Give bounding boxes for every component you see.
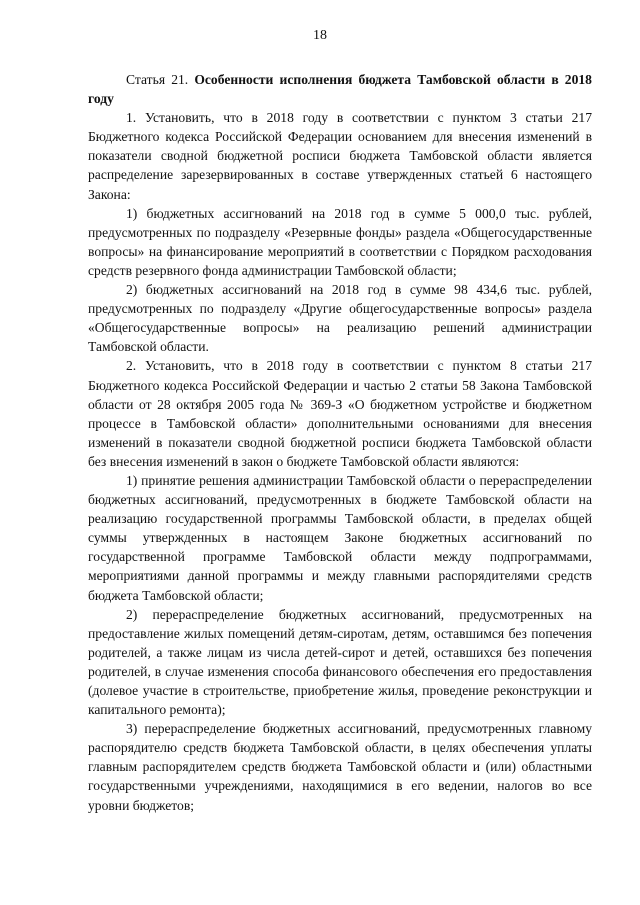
paragraph-1: 1. Установить, что в 2018 году в соответствии с пунктом 3 статьи 217 Бюджетного кодекса Российской Федерации основанием для внесения изменений в показатели сводной бюджетной росписи бюджета Тамбовской области является распределение зарезервированных в составе утвержденных статьей 6 настоящего Закона: [88,110,592,202]
paragraph-1-item-1: 1) бюджетных ассигнований на 2018 год в сумме 5 000,0 тыс. рублей, предусмотренных по подразделу «Резервные фонды» раздела «Общегосударственные вопросы» на финансирование мероприятий в соответствии с Порядком расходования средств резервного фонда администрации Тамбовской области; [88,205,592,278]
paragraph-2-item-3: 3) перераспределение бюджетных ассигнований, предусмотренных главному распорядителю средств бюджета Тамбовской области, в целях обеспечения уплаты главным распорядителем средств бюджета Тамбовской области и (или) областными государственными учреждениями, находящимися в его ведении, налогов во все уровни бюджетов; [88,721,592,813]
article-heading [88,70,592,108]
paragraph-2-item-1: 1) принятие решения администрации Тамбовской области о перераспределении бюджетных ассигнований, предусмотренных в бюджете Тамбовской области на реализацию государственной программы Тамбовской области, в пределах общей суммы утвержденных в настоящем Законе бюджетных ассигнований по государственной программе Тамбовской области между подпрограммами, мероприятиями данной программы и между главными распорядителями средств бюджета Тамбовской области; [88,472,592,603]
paragraph-2-item-2: 2) перераспределение бюджетных ассигнований, предусмотренных на предоставление жилых помещений детям-сиротам, детям, оставшимся без попечения родителей, а также лицам из числа детей-сирот и детей, оставшихся без попечения родителей, в случае изменения способа финансового обеспечения его предоставления (долевое участие в строительстве, приобретение жилья, проведение реконструкции и капитального ремонта); [88,606,592,718]
paragraph-2: 2. Установить, что в 2018 году в соответствии с пунктом 8 статьи 217 Бюджетного кодекса Российской Федерации и частью 2 статьи 58 Закона Тамбовской области от 28 октября 2005 года № 369-З «О бюджетном устройстве и бюджетном процессе в Тамбовской области» дополнительными основаниями для внесения изменений в показатели сводной бюджетной росписи бюджета Тамбовской области без внесения изменений в закон о бюджете Тамбовской области являются: [88,358,592,469]
page-number: 18 [313,28,327,43]
document-body [88,70,592,815]
article-label: Статья 21. [126,72,189,87]
paragraph-1-item-2: 2) бюджетных ассигнований на 2018 год в сумме 98 434,6 тыс. рублей, предусмотренных по подразделу «Другие общегосударственные вопросы» раздела «Общегосударственные вопросы» на реализацию решений администрации Тамбовской области. [88,282,592,355]
article-title: Особенности исполнения бюджета Тамбовской области в 2018 году [88,72,592,107]
